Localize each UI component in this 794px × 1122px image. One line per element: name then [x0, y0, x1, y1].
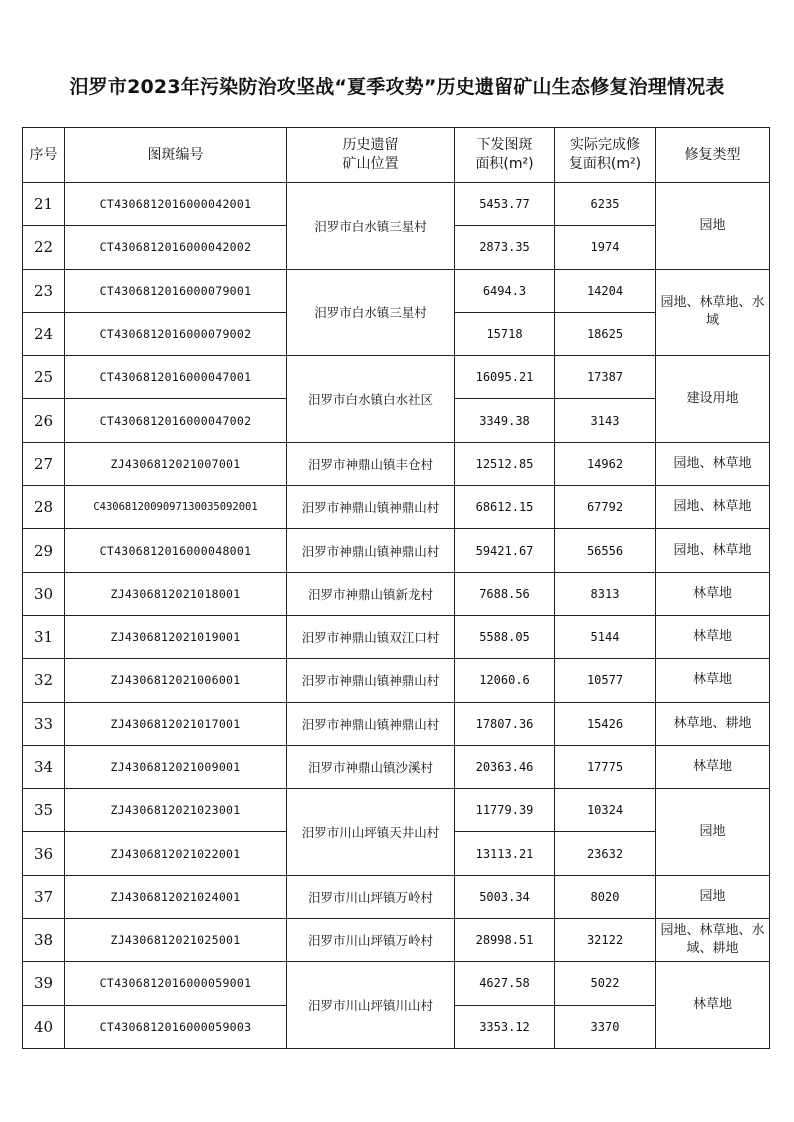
cell-seq: 22 [23, 226, 65, 269]
header-location-line1: 历史遗留 [342, 137, 399, 153]
cell-seq: 32 [23, 659, 65, 702]
header-seq: 序号 [23, 128, 65, 183]
cell-location: 汨罗市川山坪镇天井山村 [287, 789, 455, 876]
cell-location: 汨罗市川山坪镇川山村 [287, 962, 455, 1049]
table-row [23, 919, 770, 962]
table-row [23, 789, 770, 832]
page-title: 汨罗市2023年污染防治攻坚战“夏季攻势”历史遗留矿山生态修复治理情况表 [69, 76, 725, 98]
cell-code: ZJ4306812021024001 [65, 875, 287, 918]
cell-issued-area: 28998.51 [455, 919, 555, 962]
cell-issued-area: 5588.05 [455, 615, 555, 658]
cell-location: 汨罗市白水镇三星村 [287, 269, 455, 356]
cell-type: 园地 [656, 875, 770, 918]
cell-code: ZJ4306812021022001 [65, 832, 287, 875]
header-row [23, 128, 770, 183]
header-issued-area [455, 128, 555, 183]
cell-code: ZJ4306812021018001 [65, 572, 287, 615]
cell-actual-area: 5144 [555, 615, 656, 658]
cell-actual-area: 67792 [555, 486, 656, 529]
cell-code: CT4306812016000042001 [65, 183, 287, 226]
cell-type: 园地 [656, 183, 770, 270]
cell-issued-area: 13113.21 [455, 832, 555, 875]
cell-actual-area: 8313 [555, 572, 656, 615]
table-row [23, 875, 770, 918]
cell-code: C43068120090971300350920​01 [65, 486, 287, 529]
table-row [23, 659, 770, 702]
header-location-line2: 矿山位置 [342, 156, 399, 172]
cell-seq: 21 [23, 183, 65, 226]
cell-seq: 26 [23, 399, 65, 442]
cell-issued-area: 12060.6 [455, 659, 555, 702]
cell-location: 汨罗市神鼎山镇沙溪村 [287, 745, 455, 788]
cell-issued-area: 4627.58 [455, 962, 555, 1005]
header-issued-area-line1: 下发图斑 [476, 137, 533, 153]
cell-actual-area: 32122 [555, 919, 656, 962]
cell-issued-area: 59421.67 [455, 529, 555, 572]
cell-seq: 31 [23, 615, 65, 658]
cell-code: CT4306812016000059003 [65, 1005, 287, 1048]
cell-type: 建设用地 [656, 356, 770, 443]
cell-actual-area: 5022 [555, 962, 656, 1005]
cell-seq: 33 [23, 702, 65, 745]
header-location [287, 128, 455, 183]
cell-issued-area: 7688.56 [455, 572, 555, 615]
cell-actual-area: 10324 [555, 789, 656, 832]
header-type: 修复类型 [656, 128, 770, 183]
cell-code: ZJ4306812021017001 [65, 702, 287, 745]
cell-location: 汨罗市川山坪镇万岭村 [287, 875, 455, 918]
cell-type: 林草地 [656, 572, 770, 615]
cell-type: 林草地 [656, 659, 770, 702]
cell-code: CT4306812016000047002 [65, 399, 287, 442]
table-row [23, 269, 770, 312]
cell-seq: 24 [23, 312, 65, 355]
cell-seq: 28 [23, 486, 65, 529]
cell-issued-area: 5003.34 [455, 875, 555, 918]
data-table [22, 127, 770, 1049]
cell-code: CT4306812016000042002 [65, 226, 287, 269]
table-row [23, 615, 770, 658]
cell-actual-area: 8020 [555, 875, 656, 918]
table-row [23, 702, 770, 745]
cell-location: 汨罗市川山坪镇万岭村 [287, 919, 455, 962]
cell-type: 园地、林草地 [656, 442, 770, 485]
cell-code: CT4306812016000047001 [65, 356, 287, 399]
cell-actual-area: 10577 [555, 659, 656, 702]
cell-actual-area: 17775 [555, 745, 656, 788]
cell-type: 林草地 [656, 745, 770, 788]
cell-seq: 23 [23, 269, 65, 312]
table-row [23, 572, 770, 615]
cell-code: ZJ4306812021025001 [65, 919, 287, 962]
cell-actual-area: 14962 [555, 442, 656, 485]
cell-location: 汨罗市白水镇白水社区 [287, 356, 455, 443]
cell-code: ZJ4306812021019001 [65, 615, 287, 658]
cell-actual-area: 3370 [555, 1005, 656, 1048]
cell-code: ZJ4306812021023001 [65, 789, 287, 832]
cell-seq: 30 [23, 572, 65, 615]
cell-code: ZJ4306812021009001 [65, 745, 287, 788]
cell-type: 林草地 [656, 962, 770, 1049]
table-row [23, 442, 770, 485]
cell-issued-area: 15718 [455, 312, 555, 355]
table-row [23, 486, 770, 529]
cell-issued-area: 16095.21 [455, 356, 555, 399]
header-actual-area-line1: 实际完成修 [570, 137, 640, 153]
table-row [23, 356, 770, 399]
cell-seq: 37 [23, 875, 65, 918]
header-issued-area-line2: 面积(m²) [475, 156, 534, 172]
cell-type: 园地、林草地、水域 [656, 269, 770, 356]
header-actual-area-line2: 复面积(m²) [568, 156, 642, 172]
cell-issued-area: 20363.46 [455, 745, 555, 788]
cell-issued-area: 68612.15 [455, 486, 555, 529]
cell-code: ZJ4306812021006001 [65, 659, 287, 702]
cell-actual-area: 1974 [555, 226, 656, 269]
cell-code: CT4306812016000079001 [65, 269, 287, 312]
cell-code: CT4306812016000079002 [65, 312, 287, 355]
cell-seq: 38 [23, 919, 65, 962]
cell-issued-area: 3349.38 [455, 399, 555, 442]
table-row [23, 183, 770, 226]
cell-seq: 25 [23, 356, 65, 399]
cell-actual-area: 23632 [555, 832, 656, 875]
cell-issued-area: 12512.85 [455, 442, 555, 485]
cell-seq: 40 [23, 1005, 65, 1048]
cell-issued-area: 5453.77 [455, 183, 555, 226]
cell-type: 园地、林草地 [656, 486, 770, 529]
cell-seq: 34 [23, 745, 65, 788]
cell-issued-area: 2873.35 [455, 226, 555, 269]
cell-location: 汨罗市神鼎山镇神鼎山村 [287, 529, 455, 572]
cell-location: 汨罗市神鼎山镇丰仓村 [287, 442, 455, 485]
cell-code: CT4306812016000059001 [65, 962, 287, 1005]
cell-code: CT4306812016000048001 [65, 529, 287, 572]
cell-actual-area: 6235 [555, 183, 656, 226]
cell-issued-area: 11779.39 [455, 789, 555, 832]
cell-issued-area: 3353.12 [455, 1005, 555, 1048]
header-code: 图斑编号 [65, 128, 287, 183]
cell-seq: 39 [23, 962, 65, 1005]
cell-location: 汨罗市白水镇三星村 [287, 183, 455, 270]
cell-type: 园地、林草地 [656, 529, 770, 572]
header-actual-area [555, 128, 656, 183]
cell-actual-area: 15426 [555, 702, 656, 745]
cell-location: 汨罗市神鼎山镇新龙村 [287, 572, 455, 615]
cell-type: 园地、林草地、水域、耕地 [656, 919, 770, 962]
cell-location: 汨罗市神鼎山镇神鼎山村 [287, 702, 455, 745]
cell-type: 园地 [656, 789, 770, 876]
cell-location: 汨罗市神鼎山镇双江口村 [287, 615, 455, 658]
table-row [23, 529, 770, 572]
cell-seq: 27 [23, 442, 65, 485]
cell-actual-area: 56556 [555, 529, 656, 572]
cell-type: 林草地、耕地 [656, 702, 770, 745]
cell-actual-area: 3143 [555, 399, 656, 442]
cell-location: 汨罗市神鼎山镇神鼎山村 [287, 486, 455, 529]
cell-actual-area: 14204 [555, 269, 656, 312]
cell-issued-area: 17807.36 [455, 702, 555, 745]
cell-actual-area: 18625 [555, 312, 656, 355]
table-row [23, 962, 770, 1005]
cell-type: 林草地 [656, 615, 770, 658]
cell-seq: 35 [23, 789, 65, 832]
cell-issued-area: 6494.3 [455, 269, 555, 312]
table-row [23, 745, 770, 788]
cell-actual-area: 17387 [555, 356, 656, 399]
cell-seq: 36 [23, 832, 65, 875]
cell-location: 汨罗市神鼎山镇神鼎山村 [287, 659, 455, 702]
cell-code: ZJ4306812021007001 [65, 442, 287, 485]
cell-seq: 29 [23, 529, 65, 572]
